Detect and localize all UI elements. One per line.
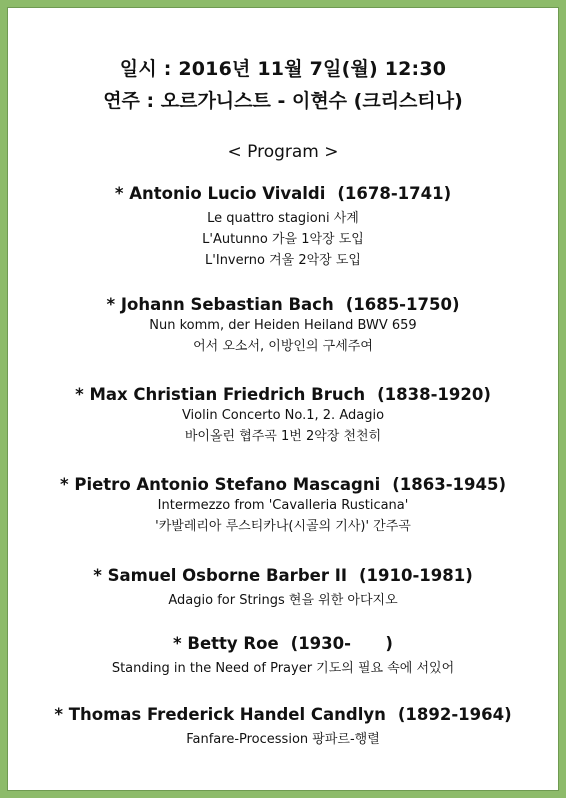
composer-years: (1910-1981) <box>358 566 473 585</box>
composer-years: (1863-1945) <box>392 475 507 494</box>
work-line: Violin Concerto No.1, 2. Adagio <box>181 408 385 423</box>
work-line: Fanfare-Procession 팡파르-행렬 <box>186 732 380 747</box>
work-line: Nun komm, der Heiden Heiland BWV 659 <box>149 318 417 333</box>
work-line: L'Autunno 가을 1악장 도입 <box>202 232 364 247</box>
program-item-bach <box>8 295 558 354</box>
composer-name: * Thomas Frederick Handel Candlyn <box>54 705 386 724</box>
program-item-bruch <box>8 385 558 444</box>
performer-line: 연주 : 오르가니스트 - 이현수 (크리스티나) <box>103 90 463 112</box>
work-line: Intermezzo from 'Cavalleria Rusticana' <box>157 498 409 513</box>
work-line: '카발레리아 루스티카나(시골의 기사)' 간주곡 <box>155 519 411 534</box>
program-item-vivaldi <box>8 184 558 268</box>
composer-years: (1685-1750) <box>345 295 460 314</box>
composer-years: (1930- ) <box>290 634 393 653</box>
program-item-barber <box>8 566 558 608</box>
work-line: L'Inverno 겨울 2악장 도입 <box>205 253 361 268</box>
work-line: Le quattro stagioni 사계 <box>207 211 359 226</box>
program-sheet <box>7 7 559 791</box>
program-item-mascagni <box>8 475 558 534</box>
composer-heading <box>8 475 558 494</box>
composer-heading <box>8 705 558 724</box>
composer-heading <box>8 184 558 203</box>
composer-heading <box>8 566 558 585</box>
composer-heading <box>8 385 558 404</box>
program-heading: < Program > <box>227 142 339 162</box>
composer-name: * Betty Roe <box>173 634 279 653</box>
composer-name: * Samuel Osborne Barber II <box>93 566 347 585</box>
composer-heading <box>8 295 558 314</box>
work-line: 어서 오소서, 이방인의 구세주여 <box>193 339 373 354</box>
composer-name: * Antonio Lucio Vivaldi <box>114 184 326 203</box>
program-item-roe <box>8 634 558 676</box>
composer-name: * Johann Sebastian Bach <box>106 295 334 314</box>
composer-years: (1678-1741) <box>337 184 452 203</box>
program-item-candlyn <box>8 705 558 747</box>
composer-years: (1892-1964) <box>397 705 512 724</box>
date-line: 일시 : 2016년 11월 7일(월) 12:30 <box>119 58 447 80</box>
work-line: Standing in the Need of Prayer 기도의 필요 속에 서있어 <box>111 661 455 676</box>
composer-heading <box>8 634 558 653</box>
work-line: 바이올린 협주곡 1번 2악장 천천히 <box>184 429 382 444</box>
work-line: Adagio for Strings 현을 위한 아다지오 <box>168 593 398 608</box>
composer-name: * Pietro Antonio Stefano Mascagni <box>59 475 381 494</box>
composer-name: * Max Christian Friedrich Bruch <box>75 385 366 404</box>
composer-years: (1838-1920) <box>377 385 491 404</box>
